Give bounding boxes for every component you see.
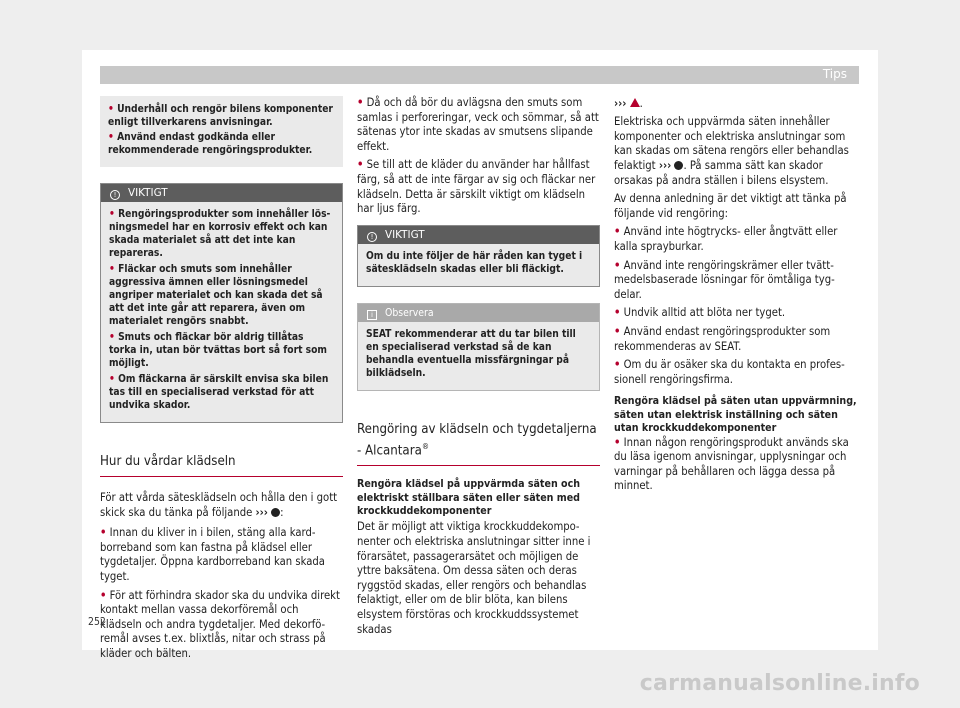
header-bar: [100, 66, 859, 84]
column-2: [357, 96, 600, 641]
warning-text: Om du inte följer de här råden kan tyget i sätesklädseln skadas eller bli fläckigt.: [366, 250, 583, 275]
list-item: • Använd inte rengöringskrämer eller tvättmedelsbaserade lösningar för ömtåliga tygdelar.: [614, 258, 835, 301]
note-text: SEAT rekommenderar att du tar bilen till en specialiserad verkstad så de kan behandla eventuella missfärgningar på bilklädseln.: [366, 328, 576, 379]
column-3: [614, 96, 857, 498]
arrow-icon: ›››: [255, 505, 268, 519]
warning-item: • Smuts och fläckar bör aldrig tillåtas torka in, utan bör tvättas bort så fort som möjligt.: [109, 332, 327, 369]
section-title: Hur du vårdar klädseln: [100, 453, 343, 477]
warning-circle-icon: !: [367, 232, 377, 242]
warning-triangle-icon: [630, 98, 640, 107]
subsection-title: Rengöra klädsel på säten utan uppvärmning, säten utan elektrisk inställning och säten utan krockkuddekomponenter: [614, 395, 857, 435]
paragraph: Elektriska och uppvärmda säten innehåller komponenter och elektriska anslutningar som kan skadas om sätena rengörs eller behandlas felaktigt ››› . På samma sätt kan skador orsakas på andra ställen i bilens elsystem.: [614, 115, 849, 187]
note-body: [358, 322, 599, 390]
bullet-icon: •: [108, 132, 114, 143]
list-item: • Se till att de kläder du använder har hållfast färg, så att de inte färgar av sig och fläckar ner klädseln. Detta är särskilt viktigt om klädseln har ljus färg.: [357, 158, 596, 216]
info-dot-icon: [271, 508, 280, 517]
list-item: • Då och då bör du avlägsna den smuts som samlas i perforeringar, veck och sömmar, så att sätenas ytor inte skadas av smutsens slipande effekt.: [357, 96, 599, 153]
section-title: Rengöring av klädseln och tygdetaljerna - Alcantara®: [357, 421, 600, 466]
list-item: • Innan du kliver in i bilen, stäng alla kardborreband som kan fastna på klädsel eller tygdetaljer. Öppna kardborreband kan skada tyget.: [100, 526, 325, 583]
page-number: 252: [88, 616, 106, 628]
arrow-icon: ›››: [658, 158, 672, 172]
paragraph: För att vårda sätesklädseln och hålla den i gott skick ska du tänka på följande ››› :: [100, 491, 338, 519]
bullet-icon: •: [108, 104, 114, 115]
note-header: i Observera: [358, 304, 599, 322]
paragraph: Det är möjligt att viktiga krockkuddekomponenter och elektriska anslutningar sitter inne i förarsätet, passagerarsätet och möjligen de yttre baksätena. Om dessa säten och deras ryggstöd skadas, eller rengörs och behandlas felaktigt, eller om de blir blöta, kan bilens elsystem förstöras och krockkuddssystemet skadas: [357, 520, 591, 636]
warning-header: ! VIKTIGT: [358, 226, 599, 244]
warning-circle-icon: !: [110, 190, 120, 200]
subsection-title: Rengöra klädsel på uppvärmda säten och elektriskt ställbara säten eller säten med krockkuddekomponenter: [357, 478, 581, 517]
list-item: • Innan någon rengöringsprodukt används ska du läsa igenom anvisningar, upplysningar och varningar på behållaren och lägga dessa på minnet.: [614, 435, 849, 493]
watermark-text: carmanualsonline.info: [639, 671, 920, 696]
warning-item: • Rengöringsprodukter som innehåller lösningsmedel har en korrosiv effekt och kan skada materialet så att det inte kan repareras.: [109, 209, 331, 259]
warning-item: • Fläckar och smuts som innehåller aggressiva ämnen eller lösningsmedel angriper materialet och kan skada det så att det inte går att reparera, även om materialet rengörs snabbt.: [109, 264, 323, 327]
warning-box: [357, 225, 600, 287]
warning-box: [100, 183, 343, 423]
list-item: • För att förhindra skador ska du undvika direkt kontakt mellan vassa dekorföremål och klädseln och andra tygdetaljer. Med dekorföremål avses t.ex. blixtlås, nitar och strass på kläder och bälten.: [100, 588, 340, 660]
info-square-icon: i: [367, 310, 377, 320]
warning-header: ! VIKTIGT: [101, 184, 342, 202]
tip-item: • Använd endast godkända eller rekommenderade rengöringsprodukter.: [108, 132, 313, 156]
tip-box: [100, 96, 343, 167]
list-item: • Använd inte högtrycks- eller ångtvätt eller kalla sprayburkar.: [614, 225, 838, 253]
list-item: • Använd endast rengöringsprodukter som rekommenderas av SEAT.: [614, 324, 831, 353]
list-item: • Undvik alltid att blöta ner tyget.: [614, 306, 786, 320]
tip-item: • Underhåll och rengör bilens komponenter enligt tillverkarens anvisningar.: [108, 104, 333, 128]
paragraph: Av denna anledning är det viktigt att tänka på följande vid rengöring:: [614, 192, 847, 220]
warning-item: • Om fläckarna är särskilt envisa ska bilen tas till en specialiserad verkstad för att undvika skador.: [109, 374, 329, 411]
column-1: [100, 96, 343, 666]
header-title: Tips: [822, 67, 847, 81]
list-item: • Om du är osäker ska du kontakta en professionell rengöringsfirma.: [614, 358, 845, 386]
note-box: [357, 303, 600, 391]
warning-body: [358, 244, 599, 286]
warning-body: [101, 202, 342, 422]
paragraph: ››› .: [614, 96, 643, 110]
